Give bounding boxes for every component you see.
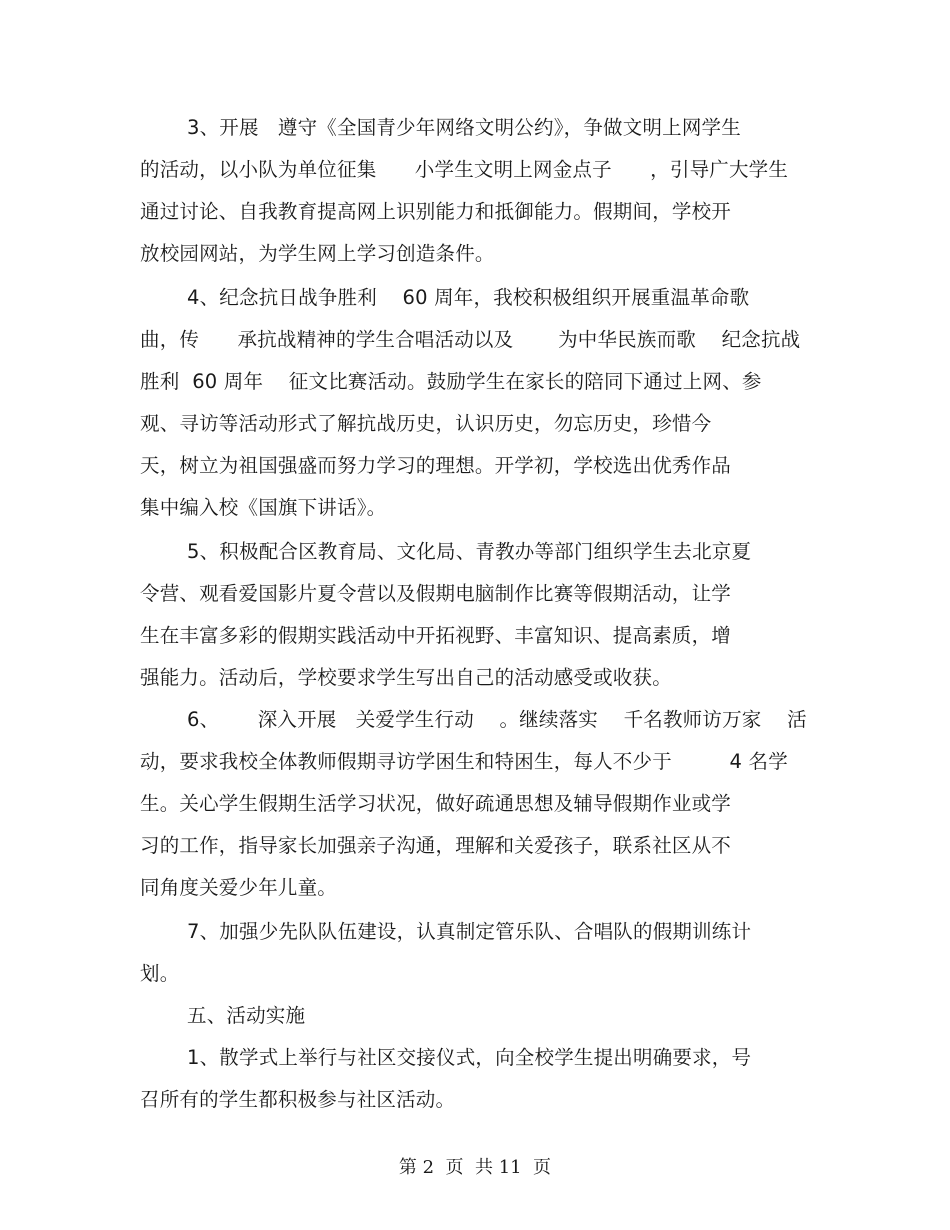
paragraph-5-line-1: 5、积极配合区教育局、文化局、青教办等部门组织学生去北京夏 — [187, 540, 752, 563]
paragraph-4-line-3: 胜利 60 周年 征文比赛活动。鼓励学生在家长的陪同下通过上网、参 — [140, 370, 762, 393]
paragraph-3-line-3: 通过讨论、自我教育提高网上识别能力和抵御能力。假期间，学校开 — [140, 200, 732, 223]
paragraph-4-line-1: 4、纪念抗日战争胜利 60 周年，我校积极组织开展重温革命歌 — [187, 286, 750, 309]
paragraph-3-line-2: 的活动，以小队为单位征集 小学生文明上网金点子 ，引导广大学生 — [140, 158, 789, 181]
paragraph-4-line-4: 观、寻访等活动形式了解抗战历史，认识历史，勿忘历史，珍惜今 — [140, 412, 712, 435]
paragraph-6-line-1: 6、 深入开展 关爱学生行动 。继续落实 千名教师访万家 活 — [187, 708, 807, 731]
paragraph-6-line-4: 习的工作，指导家长加强亲子沟通，理解和关爱孩子，联系社区从不 — [140, 834, 732, 857]
paragraph-3-line-4: 放校园网站，为学生网上学习创造条件。 — [140, 242, 495, 265]
paragraph-5-line-3: 生在丰富多彩的假期实践活动中开拓视野、丰富知识、提高素质，增 — [140, 624, 732, 647]
section-heading-five: 五、活动实施 — [187, 1004, 306, 1027]
implementation-1-line-1: 1、散学式上举行与社区交接仪式，向全校学生提出明确要求，号 — [187, 1046, 752, 1069]
paragraph-3-line-1: 3、开展 遵守《全国青少年网络文明公约》，争做文明上网学生 — [187, 116, 741, 139]
paragraph-4-line-2: 曲，传 承抗战精神的学生合唱活动以及 为中华民族而歌 纪念抗战 — [140, 328, 801, 351]
paragraph-6-line-2: 动，要求我校全体教师假期寻访学困生和特困生，每人不少于 4 名学 — [140, 750, 788, 773]
paragraph-5-line-4: 强能力。活动后，学校要求学生写出自己的活动感受或收获。 — [140, 666, 672, 689]
implementation-1-line-2: 召所有的学生都积极参与社区活动。 — [140, 1088, 456, 1111]
paragraph-6-line-5: 同角度关爱少年儿童。 — [140, 876, 338, 899]
paragraph-4-line-6: 集中编入校《国旗下讲话》。 — [140, 496, 387, 519]
paragraph-7-line-1: 7、加强少先队队伍建设，认真制定管乐队、合唱队的假期训练计 — [187, 920, 752, 943]
paragraph-6-line-3: 生。关心学生假期生活学习状况，做好疏通思想及辅导假期作业或学 — [140, 792, 732, 815]
page-footer: 第 2 页 共 11 页 — [398, 1157, 552, 1178]
paragraph-4-line-5: 天，树立为祖国强盛而努力学习的理想。开学初，学校选出优秀作品 — [140, 454, 732, 477]
paragraph-7-line-2: 划。 — [140, 962, 180, 985]
paragraph-5-line-2: 令营、观看爱国影片夏令营以及假期电脑制作比赛等假期活动，让学 — [140, 582, 732, 605]
